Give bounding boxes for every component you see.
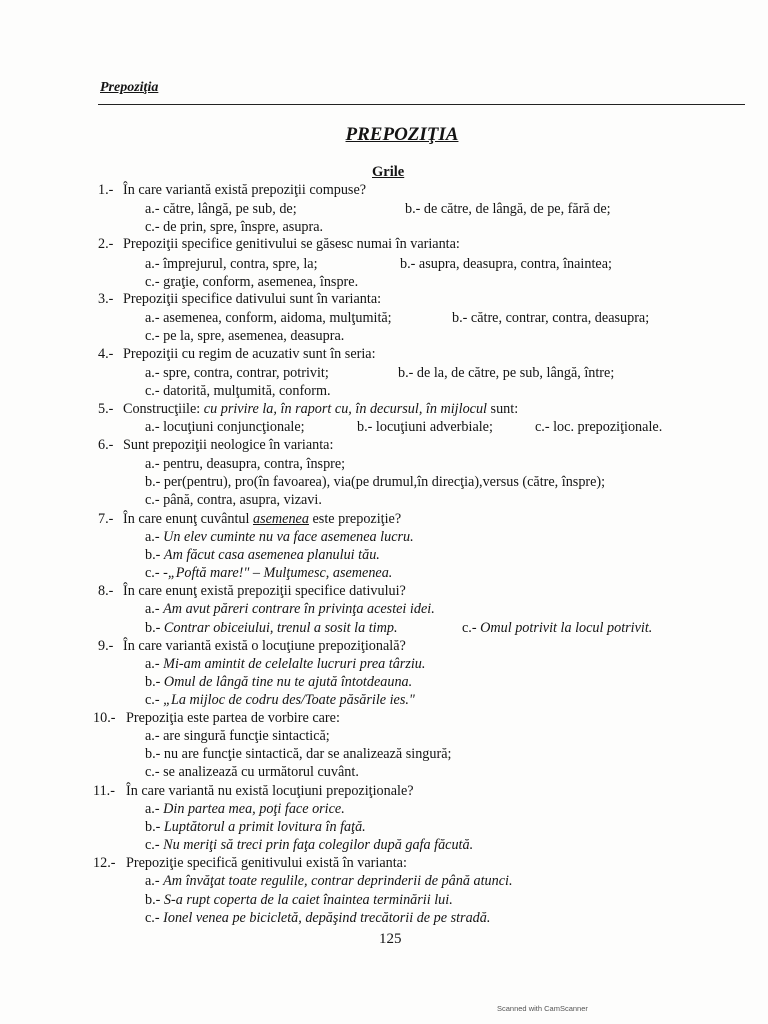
option-c (462, 619, 652, 637)
option-label: b.- (145, 674, 161, 690)
option-c (145, 836, 473, 854)
question-text: În care variantă există o locuţiune prepoziţională? (123, 638, 406, 654)
option-a (145, 872, 513, 890)
option-label: b.- (145, 547, 161, 563)
question-number: 1.- (98, 182, 114, 198)
question-text-end: este prepoziţie? (312, 511, 402, 527)
question (98, 510, 401, 528)
option-text: Am învăţat toate regulile, contrar deprinderii de până atunci. (163, 873, 513, 889)
option-c (145, 909, 490, 927)
question-text: În care variantă există prepoziţii compuse? (123, 182, 367, 198)
option-text: Am făcut casa asemenea planului tău. (163, 547, 380, 563)
question-number: 12.- (93, 855, 116, 871)
option-c: c.- datorită, mulţumită, conform. (145, 383, 331, 399)
option-a: a.- locuţiuni conjuncţionale; (145, 419, 305, 435)
question-text-italic: asemenea (253, 511, 309, 527)
option-a: a.- pentru, deasupra, contra, înspre; (145, 456, 346, 472)
option-text: „La mijloc de codru des/Toate păsările ies." (163, 692, 415, 708)
option-a: a.- asemenea, conform, aidoma, mulţumită; (145, 310, 392, 326)
option-b: b.- per(pentru), pro(în favoarea), via(pe drumul,în direcţia),versus (către, înspre); (145, 474, 606, 490)
question (98, 582, 406, 600)
option-label: c.- (462, 620, 477, 636)
option-a (145, 528, 414, 546)
question-text: Prepoziţii specifice genitivului se găsesc numai în varianta: (123, 236, 460, 252)
option-c: c.- graţie, conform, asemenea, înspre. (145, 274, 359, 290)
question-number: 3.- (98, 291, 114, 307)
option-label: c.- (145, 837, 160, 853)
option-label: b.- (145, 620, 161, 636)
option-b: b.- nu are funcţie sintactică, dar se analizează singură; (145, 746, 452, 762)
question (98, 290, 381, 308)
option-text: -„Poftă mare!" – Mulţumesc, asemenea. (163, 565, 393, 581)
question-text: În care enunţ cuvântul (123, 511, 250, 527)
option-label: a.- (145, 656, 160, 672)
option-text: S-a rupt coperta de la caiet înaintea terminării lui. (163, 892, 453, 908)
option-text: Un elev cuminte nu va face asemenea lucru. (163, 529, 414, 545)
question-number: 10.- (93, 710, 116, 726)
question-text: În care variantă nu există locuţiuni prepoziţionale? (126, 783, 414, 799)
question-text: În care enunţ există prepoziţii specifice dativului? (123, 583, 406, 599)
question (93, 709, 340, 727)
option-text: Ionel venea pe bicicletă, depăşind trecătorii de pe stradă. (163, 910, 491, 926)
option-text: Omul potrivit la locul potrivit. (480, 620, 653, 636)
option-c (145, 564, 392, 582)
option-text: Din partea mea, poţi face orice. (163, 801, 345, 817)
question-number: 4.- (98, 346, 114, 362)
question (98, 436, 333, 454)
option-text: Contrar obiceiului, trenul a sosit la timp. (163, 620, 398, 636)
option-c (145, 691, 415, 709)
question-text-end: sunt: (490, 401, 519, 417)
option-a: a.- are singură funcţie sintactică; (145, 728, 330, 744)
option-text: Am avut păreri contrare în privinţa acestei idei. (163, 601, 435, 617)
option-b (145, 546, 380, 564)
question-number: 2.- (98, 236, 114, 252)
option-c: c.- se analizează cu următorul cuvânt. (145, 764, 359, 780)
question-text: Prepoziţie specifică genitivului există în varianta: (126, 855, 407, 871)
option-b: b.- de la, de către, pe sub, lângă, între; (398, 365, 615, 381)
question-text: Prepoziţia este partea de vorbire care: (126, 710, 340, 726)
option-a (145, 800, 345, 818)
question-number: 11.- (93, 783, 115, 799)
running-head: Prepoziţia (100, 80, 159, 95)
option-text: Nu meriţi să treci prin faţa colegilor după gafa făcută. (163, 837, 474, 853)
option-b: b.- asupra, deasupra, contra, înaintea; (400, 256, 612, 272)
question-number: 9.- (98, 638, 114, 654)
option-a (145, 655, 425, 673)
option-a: a.- către, lângă, pe sub, de; (145, 201, 297, 217)
option-label: a.- (145, 601, 160, 617)
question (98, 181, 366, 199)
question (93, 782, 414, 800)
section-subtitle: Grile (372, 164, 405, 180)
option-c: c.- loc. prepoziţionale. (535, 419, 663, 435)
page-number: 125 (379, 931, 402, 947)
option-a: a.- împrejurul, contra, spre, la; (145, 256, 318, 272)
option-c: c.- până, contra, asupra, vizavi. (145, 492, 322, 508)
option-text: Luptătorul a primit lovitura în faţă. (163, 819, 366, 835)
option-label: c.- (145, 565, 160, 581)
question-text: Prepoziţii cu regim de acuzativ sunt în seria: (123, 346, 376, 362)
option-b (145, 673, 412, 691)
question-number: 6.- (98, 437, 114, 453)
option-b: b.- de către, de lângă, de pe, fără de; (405, 201, 611, 217)
question-number: 8.- (98, 583, 114, 599)
question-text-italic: cu privire la, în raport cu, în decursul, în mijlocul (203, 401, 487, 417)
option-c: c.- pe la, spre, asemenea, deasupra. (145, 328, 345, 344)
option-a (145, 600, 435, 618)
option-c: c.- de prin, spre, înspre, asupra. (145, 219, 324, 235)
option-b: b.- locuţiuni adverbiale; (357, 419, 493, 435)
question-number: 7.- (98, 511, 114, 527)
question (98, 345, 376, 363)
option-label: c.- (145, 910, 160, 926)
option-label: c.- (145, 692, 160, 708)
option-label: a.- (145, 529, 160, 545)
option-b: b.- către, contrar, contra, deasupra; (452, 310, 650, 326)
question (98, 235, 460, 253)
option-text: Omul de lângă tine nu te ajută întotdeauna. (163, 674, 413, 690)
question-number: 5.- (98, 401, 114, 417)
option-label: b.- (145, 892, 161, 908)
option-text: Mi-am amintit de celelalte lucruri prea târziu. (163, 656, 426, 672)
option-b (145, 818, 366, 836)
question-text: Sunt prepoziţii neologice în varianta: (123, 437, 334, 453)
question (98, 400, 518, 418)
question (98, 637, 406, 655)
question-text: Construcţiile: (123, 401, 201, 417)
question (93, 854, 407, 872)
option-label: b.- (145, 819, 161, 835)
option-b (145, 619, 398, 637)
option-b (145, 891, 453, 909)
page-title: PREPOZIŢIA (345, 124, 459, 145)
option-a: a.- spre, contra, contrar, potrivit; (145, 365, 329, 381)
option-label: a.- (145, 873, 160, 889)
question-text: Prepoziţii specifice dativului sunt în varianta: (123, 291, 382, 307)
option-label: a.- (145, 801, 160, 817)
scanner-watermark: Scanned with CamScanner (497, 1004, 588, 1013)
